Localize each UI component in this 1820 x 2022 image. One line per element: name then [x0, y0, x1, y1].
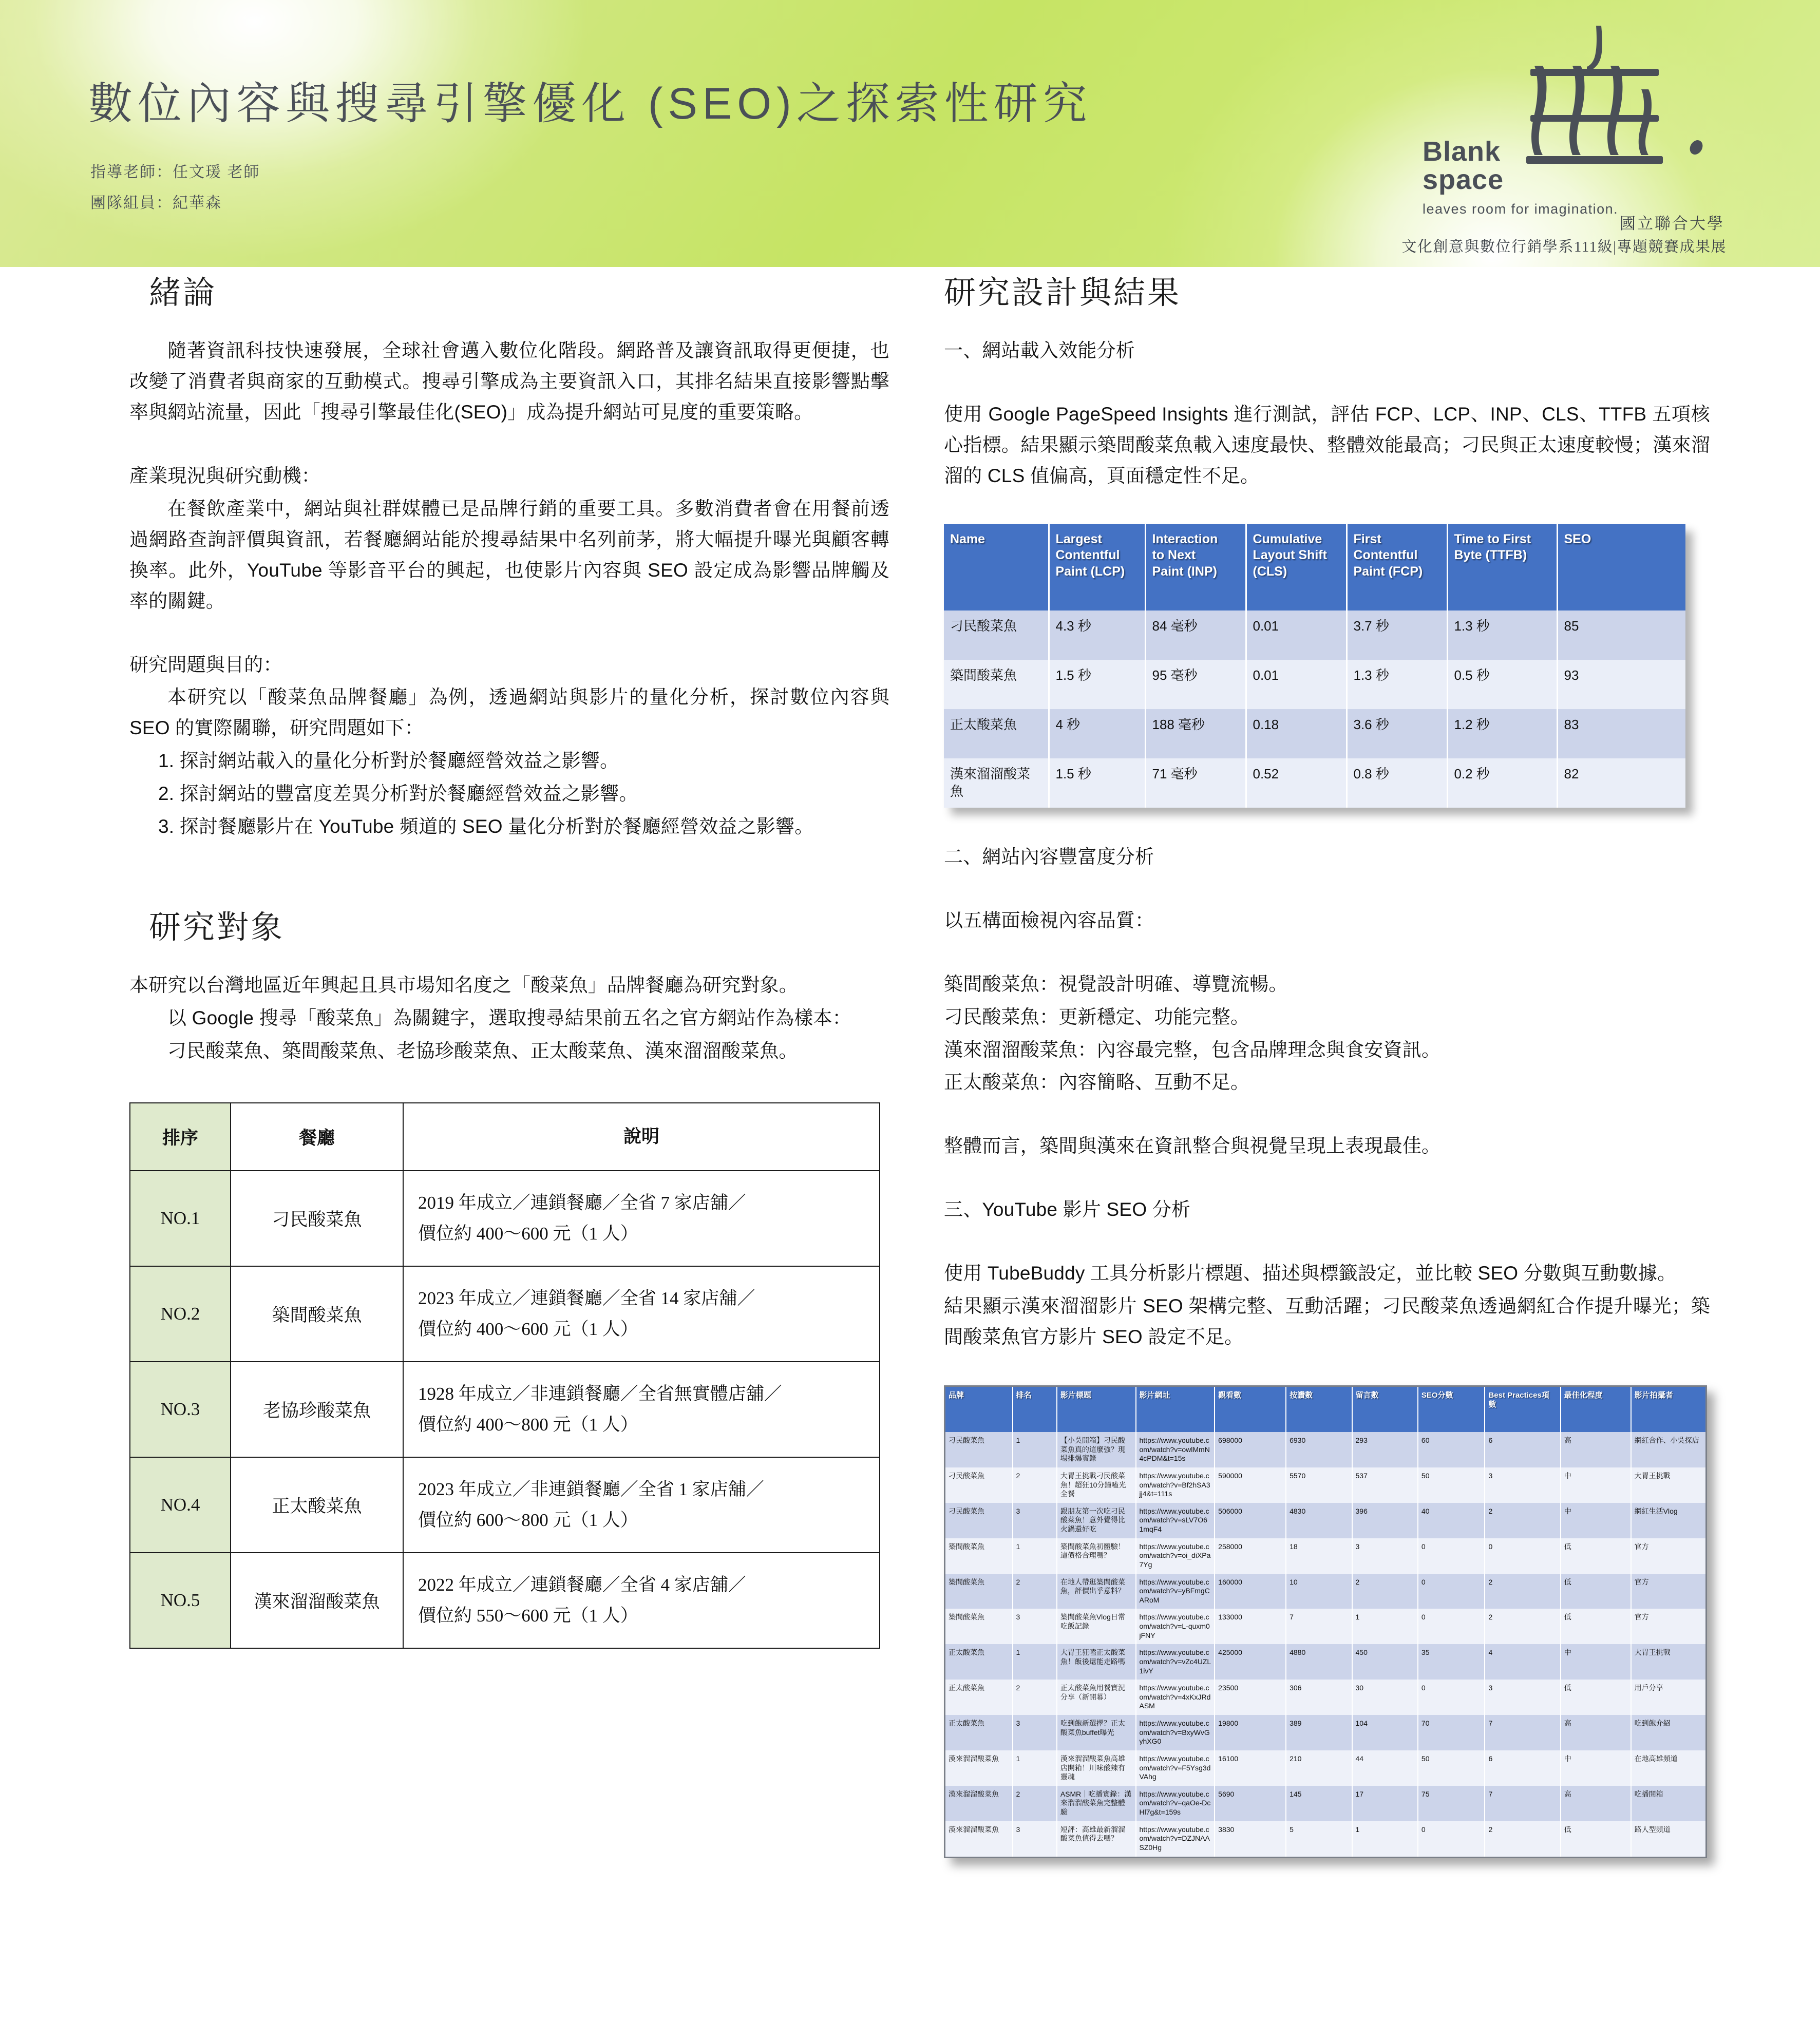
cell-restaurant: 老協珍酸菜魚 [231, 1362, 403, 1457]
col-header-lcp [1049, 524, 1145, 611]
pagespeed-table-body [944, 611, 1685, 808]
cell-likes: 6930 [1286, 1432, 1352, 1467]
advisor-line: 指導老師：任文瑗 老師 [90, 164, 260, 181]
col-header-name [944, 524, 1049, 611]
richness-item-diaomin: 刁民酸菜魚：更新穩定、功能完整。 [944, 1006, 1250, 1027]
cell-seo-score: 0 [1418, 1609, 1485, 1644]
cell-brand: 漢來溜溜酸菜魚 [945, 1750, 1013, 1786]
col-header-video-url: 影片網址 [1136, 1387, 1215, 1432]
cell-brand: 刁民酸菜魚 [945, 1432, 1013, 1467]
cell-ranking: 2 [1013, 1574, 1057, 1609]
cell-likes: 389 [1286, 1715, 1352, 1750]
table-row [944, 709, 1685, 758]
youtube-seo-table [945, 1387, 1705, 1857]
cell-views: 19800 [1215, 1715, 1286, 1750]
table-row [945, 1538, 1705, 1574]
cell-optimization-level: 低 [1561, 1538, 1631, 1574]
col-header-ranking: 排名 [1013, 1387, 1057, 1432]
cell-likes: 5 [1286, 1821, 1352, 1857]
pagespeed-metrics-table [944, 524, 1685, 808]
header-line: Layout Shift [1253, 548, 1327, 563]
cell-views: 133000 [1215, 1609, 1286, 1644]
cell-videographer: 用戶分享 [1631, 1680, 1705, 1715]
cell-best-practices: 6 [1485, 1432, 1560, 1467]
table-row [945, 1467, 1705, 1503]
logo-word-space: space [1423, 164, 1504, 196]
header-line: (CLS) [1253, 564, 1287, 579]
cell-description [403, 1266, 880, 1362]
cell-brand: 正太酸菜魚 [945, 1715, 1013, 1750]
cell-optimization-level: 中 [1561, 1644, 1631, 1680]
cell-views: 23500 [1215, 1680, 1286, 1715]
table-row [945, 1715, 1705, 1750]
section2-paragraph: 以五構面檢視內容品質： [944, 909, 1154, 931]
cell-restaurant: 漢來溜溜酸菜魚 [231, 1553, 403, 1648]
table-row [945, 1503, 1705, 1538]
col-header-videographer: 影片拍攝者 [1631, 1387, 1705, 1432]
cell-seo-score: 35 [1418, 1644, 1485, 1680]
cell-best-practices: 0 [1485, 1538, 1560, 1574]
cell-brand: 築間酸菜魚 [945, 1609, 1013, 1644]
cell-views: 5690 [1215, 1786, 1286, 1821]
cell-ttfb: 1.2 秒 [1447, 709, 1557, 758]
cell-ranking: 1 [1013, 1432, 1057, 1467]
cell-optimization-level: 低 [1561, 1609, 1631, 1644]
cell-cls: 0.52 [1246, 758, 1347, 808]
cell-description [403, 1457, 880, 1553]
cell-rank: NO.3 [130, 1362, 231, 1457]
pagespeed-table-wrapper [944, 524, 1685, 808]
header-line: Time to First [1454, 531, 1531, 546]
cell-ttfb: 0.5 秒 [1447, 660, 1557, 709]
table-header-row [945, 1387, 1705, 1432]
section3-paragraph-2: 結果顯示漢來溜溜影片 SEO 架構完整、互動活躍；刁民酸菜魚透過網紅合作提升曝光；築間酸菜魚官方影片 SEO 設定不足。 [944, 1295, 1710, 1348]
cell-seo-score: 0 [1418, 1574, 1485, 1609]
cell-description [403, 1553, 880, 1648]
cell-comments: 17 [1352, 1786, 1418, 1821]
cell-optimization-level: 高 [1561, 1432, 1631, 1467]
desc-line-2: 價位約 400～600 元（1 人） [418, 1223, 638, 1244]
cell-videographer: 大胃王挑戰 [1631, 1644, 1705, 1680]
header-line: Contentful [1353, 548, 1418, 563]
heading-research-object: 研究對象 [149, 910, 285, 946]
col-header-comments: 留言數 [1352, 1387, 1418, 1432]
cell-seo-score: 0 [1418, 1538, 1485, 1574]
logo-word-blank: Blank [1423, 136, 1501, 167]
question-label: 研究問題與目的： [129, 654, 282, 675]
cell-ranking: 1 [1013, 1644, 1057, 1680]
cell-video-url: https://www.youtube.com/watch?v=L-quxm0jFNY [1136, 1609, 1215, 1644]
intro-paragraph: 隨著資訊科技快速發展，全球社會邁入數位化階段。網路普及讓資訊取得更便捷，也改變了消費者與商家的互動模式。搜尋引擎成為主要資訊入口，其排名結果直接影響點擊率與網站流量，因此「搜尋引擎最佳化(SEO)」成為提升網站可見度的重要策略。 [129, 340, 889, 423]
col-header-description: 說明 [403, 1103, 880, 1171]
cell-fcp: 1.3 秒 [1347, 660, 1447, 709]
cell-optimization-level: 低 [1561, 1574, 1631, 1609]
object-paragraph-2: 以 Google 搜尋「酸菜魚」為關鍵字，選取搜尋結果前五名之官方網站作為樣本： [167, 1007, 851, 1029]
table-row [945, 1609, 1705, 1644]
cell-views: 698000 [1215, 1432, 1286, 1467]
cell-video-title: 正太酸菜魚用餐實況分享（新開幕） [1057, 1680, 1136, 1715]
col-header-cls [1246, 524, 1347, 611]
university-name: 國立聯合大學 [1620, 215, 1724, 233]
cell-inp: 84 毫秒 [1145, 611, 1246, 660]
cell-seo: 93 [1557, 660, 1685, 709]
cell-videographer: 吃播開箱 [1631, 1786, 1705, 1821]
col-header-seo [1557, 524, 1685, 611]
cell-lcp: 1.5 秒 [1049, 660, 1145, 709]
department-line: 文化創意與數位行銷學系111級|專題競賽成果展 [1401, 239, 1727, 255]
cell-video-title: 大胃王挑戰刁民酸菜魚！超狂10分鐘嗑光全餐 [1057, 1467, 1136, 1503]
table-row [130, 1362, 880, 1457]
cell-seo-score: 50 [1418, 1750, 1485, 1786]
cell-comments: 104 [1352, 1715, 1418, 1750]
col-header-seo-score: SEO分數 [1418, 1387, 1485, 1432]
cell-video-title: 築間酸菜魚初體驗！這價格合理嗎？ [1057, 1538, 1136, 1574]
team-member-line: 團隊組員：紀華森 [90, 195, 222, 212]
cell-brand: 刁民酸菜魚 [945, 1503, 1013, 1538]
cell-video-url: https://www.youtube.com/watch?v=owlMmN4cPDM&t=15s [1136, 1432, 1215, 1467]
cell-views: 425000 [1215, 1644, 1286, 1680]
cell-video-title: 大胃王狂嗑正太酸菜魚！飯後還能走路嗎 [1057, 1644, 1136, 1680]
cell-video-title: ASMR｜吃播實錄：漢來溜溜酸菜魚完整體驗 [1057, 1786, 1136, 1821]
cell-name: 漢來溜溜酸菜魚 [944, 758, 1049, 808]
table-header-row [130, 1103, 880, 1171]
header-line: Largest [1055, 531, 1102, 546]
cell-video-title: 築間酸菜魚Vlog日常吃飯記錄 [1057, 1609, 1136, 1644]
header-line: Cumulative [1253, 531, 1322, 546]
cell-seo-score: 0 [1418, 1821, 1485, 1857]
cell-comments: 396 [1352, 1503, 1418, 1538]
desc-line-1: 2022 年成立／連鎖餐廳／全省 4 家店舖／ [418, 1574, 746, 1595]
cell-ranking: 3 [1013, 1609, 1057, 1644]
header-line: Byte (TTFB) [1454, 548, 1527, 563]
table-row [944, 660, 1685, 709]
cell-brand: 築間酸菜魚 [945, 1538, 1013, 1574]
cell-video-url: https://www.youtube.com/watch?v=yBFmgCARoM [1136, 1574, 1215, 1609]
header-line: Paint (FCP) [1353, 564, 1423, 579]
cell-seo: 82 [1557, 758, 1685, 808]
cell-optimization-level: 中 [1561, 1467, 1631, 1503]
cell-seo-score: 50 [1418, 1467, 1485, 1503]
cell-seo-score: 60 [1418, 1432, 1485, 1467]
cell-video-url: https://www.youtube.com/watch?v=oi_diXPa7Yg [1136, 1538, 1215, 1574]
cell-rank: NO.5 [130, 1553, 231, 1648]
research-question-1: 1. 探討網站載入的量化分析對於餐廳經營效益之影響。 [158, 750, 619, 772]
cell-ranking: 3 [1013, 1503, 1057, 1538]
cell-video-title: 吃到飽新選擇？正太酸菜魚buffet曝光 [1057, 1715, 1136, 1750]
youtube-seo-table-wrapper [944, 1385, 1707, 1858]
cell-video-url: https://www.youtube.com/watch?v=vZc4UZL1ivY [1136, 1644, 1215, 1680]
cell-videographer: 網紅合作、小吳探店 [1631, 1432, 1705, 1467]
table-row [130, 1553, 880, 1648]
cell-best-practices: 4 [1485, 1644, 1560, 1680]
desc-line-1: 1928 年成立／非連鎖餐廳／全省無實體店舖／ [418, 1383, 782, 1404]
cell-comments: 537 [1352, 1467, 1418, 1503]
desc-line-2: 價位約 400～800 元（1 人） [418, 1414, 638, 1435]
motivation-paragraph: 在餐飲產業中，網站與社群媒體已是品牌行銷的重要工具。多數消費者會在用餐前透過網路查詢評價與資訊，若餐廳網站能於搜尋結果中名列前茅，將大幅提升曝光與顧客轉換率。此外，YouTube 等影音平台的興起，也使影片內容與 SEO 設定成為影響品牌觸及率的關鍵。 [129, 498, 889, 612]
table-row [945, 1680, 1705, 1715]
section1-paragraph: 使用 Google PageSpeed Insights 進行測試，評估 FCP、LCP、INP、CLS、TTFB 五項核心指標。結果顯示築間酸菜魚載入速度最快、整體效能最高；刁民與正太速度較慢；漢來溜溜的 CLS 值偏高，頁面穩定性不足。 [944, 403, 1710, 486]
cell-likes: 5570 [1286, 1467, 1352, 1503]
cell-seo-score: 75 [1418, 1786, 1485, 1821]
header-line: First [1353, 531, 1381, 546]
cell-video-url: https://www.youtube.com/watch?v=Bf2hSA3jj4&t=111s [1136, 1467, 1215, 1503]
cell-rank: NO.4 [130, 1457, 231, 1553]
cell-videographer: 在地高雄頻道 [1631, 1750, 1705, 1786]
cell-comments: 2 [1352, 1574, 1418, 1609]
cell-likes: 306 [1286, 1680, 1352, 1715]
desc-line-1: 2019 年成立／連鎖餐廳／全省 7 家店舖／ [418, 1192, 746, 1213]
cell-brand: 漢來溜溜酸菜魚 [945, 1786, 1013, 1821]
cell-optimization-level: 高 [1561, 1786, 1631, 1821]
youtube-seo-table-body [945, 1432, 1705, 1857]
table-row [130, 1266, 880, 1362]
left-column [129, 267, 889, 1649]
header-line: Paint (INP) [1152, 564, 1217, 579]
cell-likes: 18 [1286, 1538, 1352, 1574]
cell-lcp: 4 秒 [1049, 709, 1145, 758]
col-header-brand: 品牌 [945, 1387, 1013, 1432]
cell-video-title: 在地人帶逛築間酸菜魚，評價出乎意料？ [1057, 1574, 1136, 1609]
cell-best-practices: 7 [1485, 1715, 1560, 1750]
cell-video-url: https://www.youtube.com/watch?v=DZJNAASZ0Hg [1136, 1821, 1215, 1857]
table-row [945, 1574, 1705, 1609]
cell-video-url: https://www.youtube.com/watch?v=BxyWvGyhXG0 [1136, 1715, 1215, 1750]
richness-item-zhujian: 築間酸菜魚：視覺設計明確、導覽流暢。 [944, 973, 1288, 995]
richness-item-zhengtai: 正太酸菜魚：內容簡略、互動不足。 [944, 1072, 1250, 1093]
cell-brand: 刁民酸菜魚 [945, 1467, 1013, 1503]
cell-restaurant: 築間酸菜魚 [231, 1266, 403, 1362]
cell-brand: 正太酸菜魚 [945, 1644, 1013, 1680]
cell-views: 3830 [1215, 1821, 1286, 1857]
cell-ranking: 1 [1013, 1750, 1057, 1786]
cell-inp: 71 毫秒 [1145, 758, 1246, 808]
cell-inp: 188 毫秒 [1145, 709, 1246, 758]
cell-views: 16100 [1215, 1750, 1286, 1786]
table-header-row [944, 524, 1685, 611]
cell-ttfb: 1.3 秒 [1447, 611, 1557, 660]
cell-comments: 30 [1352, 1680, 1418, 1715]
cell-lcp: 1.5 秒 [1049, 758, 1145, 808]
motivation-label: 產業現況與研究動機： [129, 465, 320, 486]
heading-intro: 緒論 [149, 275, 217, 311]
section2-label: 二、網站內容豐富度分析 [944, 846, 1154, 867]
cell-videographer: 大胃王挑戰 [1631, 1467, 1705, 1503]
cell-lcp: 4.3 秒 [1049, 611, 1145, 660]
cell-comments: 293 [1352, 1432, 1418, 1467]
cell-videographer: 官方 [1631, 1538, 1705, 1574]
cell-likes: 145 [1286, 1786, 1352, 1821]
table-row [945, 1750, 1705, 1786]
col-header-views: 觀看數 [1215, 1387, 1286, 1432]
right-column [944, 267, 1710, 1858]
cell-brand: 漢來溜溜酸菜魚 [945, 1821, 1013, 1857]
cell-likes: 4830 [1286, 1503, 1352, 1538]
cell-name: 築間酸菜魚 [944, 660, 1049, 709]
cell-comments: 450 [1352, 1644, 1418, 1680]
section2-summary: 整體而言，築間與漢來在資訊整合與視覺呈現上表現最佳。 [944, 1135, 1441, 1157]
table-row [130, 1457, 880, 1553]
cell-views: 590000 [1215, 1467, 1286, 1503]
cell-likes: 7 [1286, 1609, 1352, 1644]
cell-ranking: 1 [1013, 1538, 1057, 1574]
cell-views: 506000 [1215, 1503, 1286, 1538]
heading-design-results: 研究設計與結果 [944, 275, 1182, 311]
cell-comments: 1 [1352, 1609, 1418, 1644]
cell-ranking: 3 [1013, 1715, 1057, 1750]
cell-restaurant: 正太酸菜魚 [231, 1457, 403, 1553]
col-header-video-title: 影片標題 [1057, 1387, 1136, 1432]
cell-cls: 0.01 [1246, 660, 1347, 709]
cell-optimization-level: 中 [1561, 1750, 1631, 1786]
blankspace-wu-logo-icon [1520, 25, 1669, 179]
cell-video-url: https://www.youtube.com/watch?v=qaOe-DcHl7g&t=159s [1136, 1786, 1215, 1821]
section3-paragraph-1: 使用 TubeBuddy 工具分析影片標題、描述與標籤設定，並比較 SEO 分數與互動數據。 [944, 1263, 1677, 1284]
table-row [945, 1786, 1705, 1821]
cell-ranking: 2 [1013, 1680, 1057, 1715]
logo-block [1370, 21, 1730, 255]
logo-accent-dot [1690, 139, 1703, 157]
desc-line-2: 價位約 550～600 元（1 人） [418, 1605, 638, 1626]
cell-seo-score: 0 [1418, 1680, 1485, 1715]
cell-video-title: 短評：高雄最新溜溜酸菜魚值得去嗎？ [1057, 1821, 1136, 1857]
cell-description [403, 1362, 880, 1457]
research-question-3: 3. 探討餐廳影片在 YouTube 頻道的 SEO 量化分析對於餐廳經營效益之影響。 [158, 816, 814, 837]
table-row [130, 1171, 880, 1266]
table-row [944, 611, 1685, 660]
desc-line-2: 價位約 400～600 元（1 人） [418, 1319, 638, 1339]
cell-videographer: 吃到飽介紹 [1631, 1715, 1705, 1750]
cell-best-practices: 2 [1485, 1574, 1560, 1609]
header-line: Contentful [1055, 548, 1120, 563]
cell-optimization-level: 中 [1561, 1503, 1631, 1538]
cell-name: 刁民酸菜魚 [944, 611, 1049, 660]
header-line: SEO [1564, 531, 1591, 546]
cell-name: 正太酸菜魚 [944, 709, 1049, 758]
object-sample-list: 刁民酸菜魚、築間酸菜魚、老協珍酸菜魚、正太酸菜魚、漢來溜溜酸菜魚。 [167, 1040, 798, 1061]
cell-seo-score: 40 [1418, 1503, 1485, 1538]
section3-label: 三、YouTube 影片 SEO 分析 [944, 1199, 1191, 1220]
cell-optimization-level: 低 [1561, 1680, 1631, 1715]
cell-cls: 0.18 [1246, 709, 1347, 758]
cell-best-practices: 2 [1485, 1503, 1560, 1538]
header-line: to Next [1152, 548, 1196, 563]
cell-seo-score: 70 [1418, 1715, 1485, 1750]
cell-videographer: 官方 [1631, 1609, 1705, 1644]
cell-best-practices: 6 [1485, 1750, 1560, 1786]
cell-video-title: 【小吳開箱】刁民酸菜魚真的這麼強？現場排爆實錄 [1057, 1432, 1136, 1467]
col-header-fcp [1347, 524, 1447, 611]
table-row [945, 1821, 1705, 1857]
table-row [945, 1644, 1705, 1680]
cell-rank: NO.2 [130, 1266, 231, 1362]
cell-ranking: 3 [1013, 1821, 1057, 1857]
cell-optimization-level: 高 [1561, 1715, 1631, 1750]
cell-video-title: 漢來溜溜酸菜魚高雄店開箱！川味酸辣有靈魂 [1057, 1750, 1136, 1786]
col-header-rank: 排序 [130, 1103, 231, 1171]
col-header-best-practices: Best Practices項數 [1485, 1387, 1560, 1432]
cell-seo: 83 [1557, 709, 1685, 758]
col-header-inp [1145, 524, 1246, 611]
cell-likes: 4880 [1286, 1644, 1352, 1680]
cell-comments: 3 [1352, 1538, 1418, 1574]
logo-wordmark [1423, 138, 1504, 194]
cell-likes: 10 [1286, 1574, 1352, 1609]
col-header-ttfb [1447, 524, 1557, 611]
cell-ranking: 2 [1013, 1467, 1057, 1503]
cell-best-practices: 2 [1485, 1609, 1560, 1644]
cell-brand: 正太酸菜魚 [945, 1680, 1013, 1715]
cell-video-url: https://www.youtube.com/watch?v=sLV7O61mqF4 [1136, 1503, 1215, 1538]
desc-line-1: 2023 年成立／非連鎖餐廳／全省 1 家店舖／ [418, 1479, 764, 1499]
table-row [945, 1432, 1705, 1467]
object-paragraph-1: 本研究以台灣地區近年興起且具市場知名度之「酸菜魚」品牌餐廳為研究對象。 [129, 975, 798, 996]
cell-likes: 210 [1286, 1750, 1352, 1786]
restaurant-ranking-table [129, 1102, 880, 1649]
cell-ranking: 2 [1013, 1786, 1057, 1821]
cell-rank: NO.1 [130, 1171, 231, 1266]
desc-line-1: 2023 年成立／連鎖餐廳／全省 14 家店舖／ [418, 1288, 755, 1308]
logo-tagline: leaves room for imagination. [1423, 201, 1619, 217]
section1-label: 一、網站載入效能分析 [944, 340, 1135, 361]
cell-restaurant: 刁民酸菜魚 [231, 1171, 403, 1266]
table-row [944, 758, 1685, 808]
cell-best-practices: 2 [1485, 1821, 1560, 1857]
desc-line-2: 價位約 600～800 元（1 人） [418, 1510, 638, 1530]
page-title: 數位內容與搜尋引擎優化 (SEO)之探索性研究 [88, 79, 1092, 128]
cell-video-url: https://www.youtube.com/watch?v=F5Ysg3dVAhg [1136, 1750, 1215, 1786]
cell-inp: 95 毫秒 [1145, 660, 1246, 709]
cell-brand: 築間酸菜魚 [945, 1574, 1013, 1609]
cell-optimization-level: 低 [1561, 1821, 1631, 1857]
richness-item-hanlai: 漢來溜溜酸菜魚：內容最完整，包含品牌理念與食安資訊。 [944, 1039, 1441, 1060]
header-line: Paint (LCP) [1055, 564, 1125, 579]
research-question-2: 2. 探討網站的豐富度差異分析對於餐廳經營效益之影響。 [158, 783, 638, 805]
header-line: Name [950, 531, 985, 546]
cell-comments: 1 [1352, 1821, 1418, 1857]
cell-videographer: 路人型頻道 [1631, 1821, 1705, 1857]
cell-fcp: 0.8 秒 [1347, 758, 1447, 808]
col-header-likes: 按讚數 [1286, 1387, 1352, 1432]
cell-videographer: 官方 [1631, 1574, 1705, 1609]
question-paragraph: 本研究以「酸菜魚品牌餐廳」為例，透過網站與影片的量化分析，探討數位內容與 SEO 的實際關聯，研究問題如下： [129, 686, 889, 739]
cell-views: 160000 [1215, 1574, 1286, 1609]
cell-video-title: 跟朋友第一次吃刁民酸菜魚！意外覺得比火鍋還好吃 [1057, 1503, 1136, 1538]
cell-description [403, 1171, 880, 1266]
col-header-optimization-level: 最佳化程度 [1561, 1387, 1631, 1432]
cell-best-practices: 7 [1485, 1786, 1560, 1821]
cell-videographer: 網紅生活Vlog [1631, 1503, 1705, 1538]
cell-best-practices: 3 [1485, 1680, 1560, 1715]
cell-seo: 85 [1557, 611, 1685, 660]
cell-best-practices: 3 [1485, 1467, 1560, 1503]
header-line: Interaction [1152, 531, 1218, 546]
header-banner [0, 0, 1820, 267]
cell-fcp: 3.6 秒 [1347, 709, 1447, 758]
cell-views: 258000 [1215, 1538, 1286, 1574]
cell-ttfb: 0.2 秒 [1447, 758, 1557, 808]
col-header-restaurant: 餐廳 [231, 1103, 403, 1171]
cell-comments: 44 [1352, 1750, 1418, 1786]
cell-cls: 0.01 [1246, 611, 1347, 660]
cell-video-url: https://www.youtube.com/watch?v=4xKxJRdASM [1136, 1680, 1215, 1715]
cell-fcp: 3.7 秒 [1347, 611, 1447, 660]
